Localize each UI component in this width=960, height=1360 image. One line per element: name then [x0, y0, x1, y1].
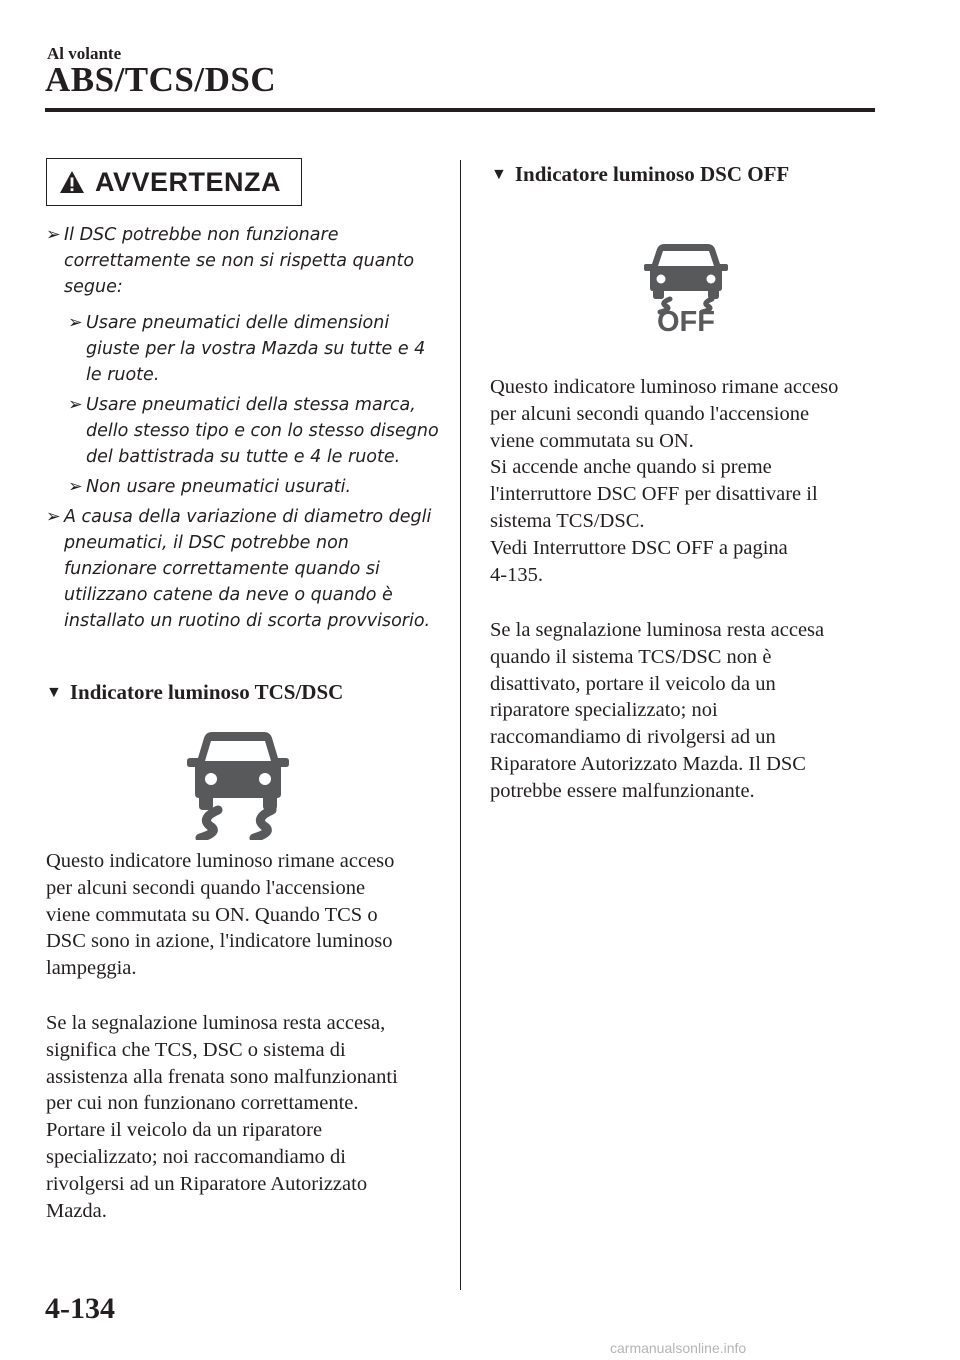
tcs-dsc-heading: [46, 680, 343, 705]
page-title: ABS/TCS/DSC: [45, 60, 277, 99]
arrow-bullet-icon: ➢: [46, 225, 61, 245]
warning-list: [46, 222, 446, 634]
page-number: 4-134: [45, 1292, 115, 1325]
warning-item: [46, 222, 446, 300]
warning-subitem-text: Usare pneumatici della stessa marca, dello stesso tipo e con lo stesso disegno del battistrada su tutte e 4 le ruote.: [86, 395, 439, 467]
watermark: carmanualsonline.info: [610, 1340, 747, 1356]
warning-subitem: [68, 310, 446, 388]
column-divider: [460, 160, 461, 1290]
arrow-bullet-icon: ➢: [68, 477, 83, 497]
dsc-off-indicator-icon: [636, 242, 736, 332]
arrow-bullet-icon: ➢: [68, 313, 83, 333]
warning-subitem: [68, 392, 446, 470]
warning-box: [46, 158, 302, 206]
dsc-off-paragraph-2: Se la segnalazione luminosa resta accesa quando il sistema TCS/DSC non è disattivato, portare il veicolo da un riparatore specializzato; noi raccomandiamo di rivolgersi ad un Riparatore Autorizzato Mazda. Il DSC potrebbe essere malfunzionante.: [490, 619, 825, 802]
warning-item-text: A causa della variazione di diametro degli pneumatici, il DSC potrebbe non funzionare correttamente quando si utilizzano catene da neve o quando è installato un ruotino di scorta provvisorio.: [64, 507, 432, 631]
tcs-dsc-indicator-icon: [186, 728, 290, 840]
warning-label: AVVERTENZA: [95, 166, 282, 197]
arrow-bullet-icon: ➢: [46, 507, 61, 527]
warning-triangle-icon: [59, 170, 85, 194]
running-header-section: Al volante: [47, 44, 122, 63]
warning-item-text: Il DSC potrebbe non funzionare correttamente se non si rispetta quanto segue:: [64, 225, 415, 297]
dsc-off-paragraph-1: Questo indicatore luminoso rimane acceso per alcuni secondi quando l'accensione viene commutata su ON. Si accende anche quando si preme l'interruttore DSC OFF per disattivare il sistema TCS/DSC. Vedi Interruttore DSC OFF a pagina 4-135.: [490, 376, 839, 586]
warning-item: [46, 504, 446, 634]
dsc-off-heading: [491, 162, 789, 187]
arrow-bullet-icon: ➢: [68, 395, 83, 415]
warning-subitem-text: Non usare pneumatici usurati.: [86, 477, 352, 497]
warning-subitem: [68, 474, 446, 500]
dsc-off-icon-text: OFF: [657, 306, 715, 332]
tcs-dsc-paragraph-1: Questo indicatore luminoso rimane acceso per alcuni secondi quando l'accensione viene commutata su ON. Quando TCS o DSC sono in azione, l'indicatore luminoso lampeggia.: [46, 850, 395, 980]
tcs-dsc-heading-text: Indicatore luminoso TCS/DSC: [69, 680, 344, 704]
tcs-dsc-paragraph-2: Se la segnalazione luminosa resta accesa, significa che TCS, DSC o sistema di assistenza alla frenata sono malfunzionanti per cui non funzionano correttamente. Portare il veicolo da un riparatore specializzato; noi raccomandiamo di rivolgersi ad un Riparatore Autorizzato Mazda.: [46, 1012, 398, 1222]
warning-subitem-text: Usare pneumatici delle dimensioni giuste per la vostra Mazda su tutte e 4 le ruote.: [86, 313, 426, 385]
header-rule: [45, 108, 875, 112]
dsc-off-heading-text: Indicatore luminoso DSC OFF: [514, 162, 790, 186]
triangle-down-icon: ▼: [46, 683, 62, 701]
warning-sub-list: [68, 310, 446, 500]
triangle-down-icon: ▼: [491, 165, 507, 183]
